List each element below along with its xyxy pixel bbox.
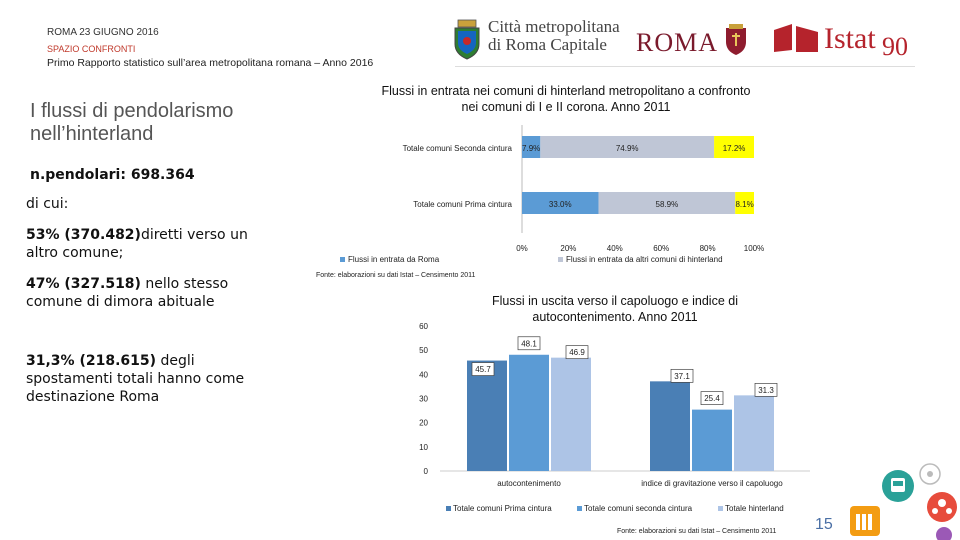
istat-logo-text: Istat xyxy=(824,22,876,55)
chart2-category-label: indice di gravitazione verso il capoluogo xyxy=(641,479,783,488)
books-icon xyxy=(850,506,880,536)
chart1-legend-label: Flussi in entrata da Roma xyxy=(348,255,440,264)
roma-shield-icon xyxy=(724,24,748,56)
chart2-tick-label: 10 xyxy=(419,442,428,452)
chart1-data-label: 8.1% xyxy=(735,200,754,209)
chart1-data-label: 7.9% xyxy=(522,144,541,153)
chart1-tick-label: 20% xyxy=(560,244,577,253)
chart2-legend-label: Totale comuni seconda cintura xyxy=(584,504,693,513)
stat-31-percent xyxy=(26,352,266,406)
pendolari-total xyxy=(30,166,195,184)
chart2-bar xyxy=(734,395,774,471)
chart1-data-label: 74.9% xyxy=(615,144,639,153)
chart1-data-label: 17.2% xyxy=(722,144,746,153)
chart2-tick-label: 0 xyxy=(423,467,428,476)
chart1-legend-label: Flussi in entrata da altri comuni di hinterland xyxy=(566,255,723,264)
istat-mark-icon xyxy=(772,22,820,54)
chart1-legend-swatch xyxy=(558,257,563,262)
chart2-data-label: 37.1 xyxy=(674,371,690,381)
network-icon xyxy=(918,462,942,486)
pendolari-total-text: n.pendolari: 698.364 xyxy=(30,167,195,183)
chart2-source: Fonte: elaborazioni su dati Istat – Censimento 2011 xyxy=(617,528,777,535)
chart2-legend-label: Totale hinterland xyxy=(725,504,784,513)
chart2-category-label: autocontenimento xyxy=(497,479,561,488)
coat-of-arms-icon xyxy=(452,18,482,60)
stat-47-value: 47% (327.518) xyxy=(26,276,141,292)
citta-metropolitana-logo xyxy=(452,18,647,62)
stat-53-percent xyxy=(26,226,266,262)
chart1-stacked-bar xyxy=(300,125,780,270)
roma-logo xyxy=(636,22,756,62)
chart2-tick-label: 20 xyxy=(419,418,428,428)
chart1-category-label: Totale comuni Seconda cintura xyxy=(402,144,512,153)
chart2-clustered-bar xyxy=(400,318,820,518)
stat-31-text: degli spostamenti totali hanno come destinazione Roma xyxy=(26,353,245,405)
chart1-tick-label: 60% xyxy=(653,244,670,253)
header-date: ROMA 23 GIUGNO 2016 xyxy=(47,27,159,38)
citta-metropolitana-line1: Città metropolitana xyxy=(488,17,620,36)
chart2-title: Flussi in uscita verso il capoluogo e indice di autocontenimento. Anno 2011 xyxy=(492,294,738,324)
stat-31-value: 31,3% (218.615) xyxy=(26,353,157,369)
chart1-tick-label: 0% xyxy=(516,244,528,253)
chart2-tick-label: 60 xyxy=(419,322,428,331)
chart2-tick-label: 30 xyxy=(419,394,428,404)
header-divider xyxy=(455,66,915,67)
chart2-legend-swatch xyxy=(718,506,723,511)
chart1-source: Fonte: elaborazioni su dati Istat – Censimento 2011 xyxy=(316,272,476,279)
chart1-legend-swatch xyxy=(340,257,345,262)
chart1-data-label: 58.9% xyxy=(655,200,679,209)
chart2-legend-swatch xyxy=(577,506,582,511)
chart1-data-label: 33.0% xyxy=(548,200,572,209)
chart2-data-label: 45.7 xyxy=(475,365,491,375)
roma-logo-text: ROMA xyxy=(636,28,719,57)
circle-icon xyxy=(934,525,954,540)
chart2-bar xyxy=(467,361,507,471)
chart2-legend-label: Totale comuni Prima cintura xyxy=(453,504,552,513)
chart2-tick-label: 40 xyxy=(419,370,428,380)
chart1-tick-label: 100% xyxy=(743,244,765,253)
chart2-bar xyxy=(509,355,549,471)
chart1-title: Flussi in entrata nei comuni di hinterland metropolitano a confronto nei comuni di I e II corona. Anno 2011 xyxy=(381,84,751,114)
header-report-title: Primo Rapporto statistico sull’area metropolitana romana – Anno 2016 xyxy=(47,57,374,69)
header-section: SPAZIO CONFRONTI xyxy=(47,44,136,54)
chart2-legend-swatch xyxy=(446,506,451,511)
page-number: 15 xyxy=(815,516,833,533)
chart2-bar xyxy=(551,358,591,471)
chart2-bar xyxy=(650,381,690,471)
stat-53-text: diretti verso un altro comune; xyxy=(26,227,248,261)
chart1-category-label: Totale comuni Prima cintura xyxy=(413,200,512,209)
chart2-tick-label: 50 xyxy=(419,346,428,356)
chart2-data-label: 48.1 xyxy=(521,339,537,349)
chart2-data-label: 46.9 xyxy=(569,348,585,358)
citta-metropolitana-line2: di Roma Capitale xyxy=(488,35,607,54)
page-title: I flussi di pendolarismo nell’hinterland xyxy=(30,100,234,145)
stat-53-value: 53% (370.482) xyxy=(26,227,141,243)
transport-icon xyxy=(880,468,916,504)
stat-47-percent xyxy=(26,275,266,311)
chart2-bar xyxy=(692,410,732,471)
istat-anniversary-badge: 90 xyxy=(882,32,908,61)
stat-47-text: nello stesso comune di dimora abituale xyxy=(26,276,229,310)
di-cui-label: di cui: xyxy=(26,196,69,212)
chart2-data-label: 25.4 xyxy=(704,394,720,404)
chart1-tick-label: 40% xyxy=(606,244,623,253)
istat-logo xyxy=(772,18,917,66)
chart2-data-label: 31.3 xyxy=(758,385,774,395)
chart1-tick-label: 80% xyxy=(699,244,716,253)
people-network-icon xyxy=(926,491,958,523)
